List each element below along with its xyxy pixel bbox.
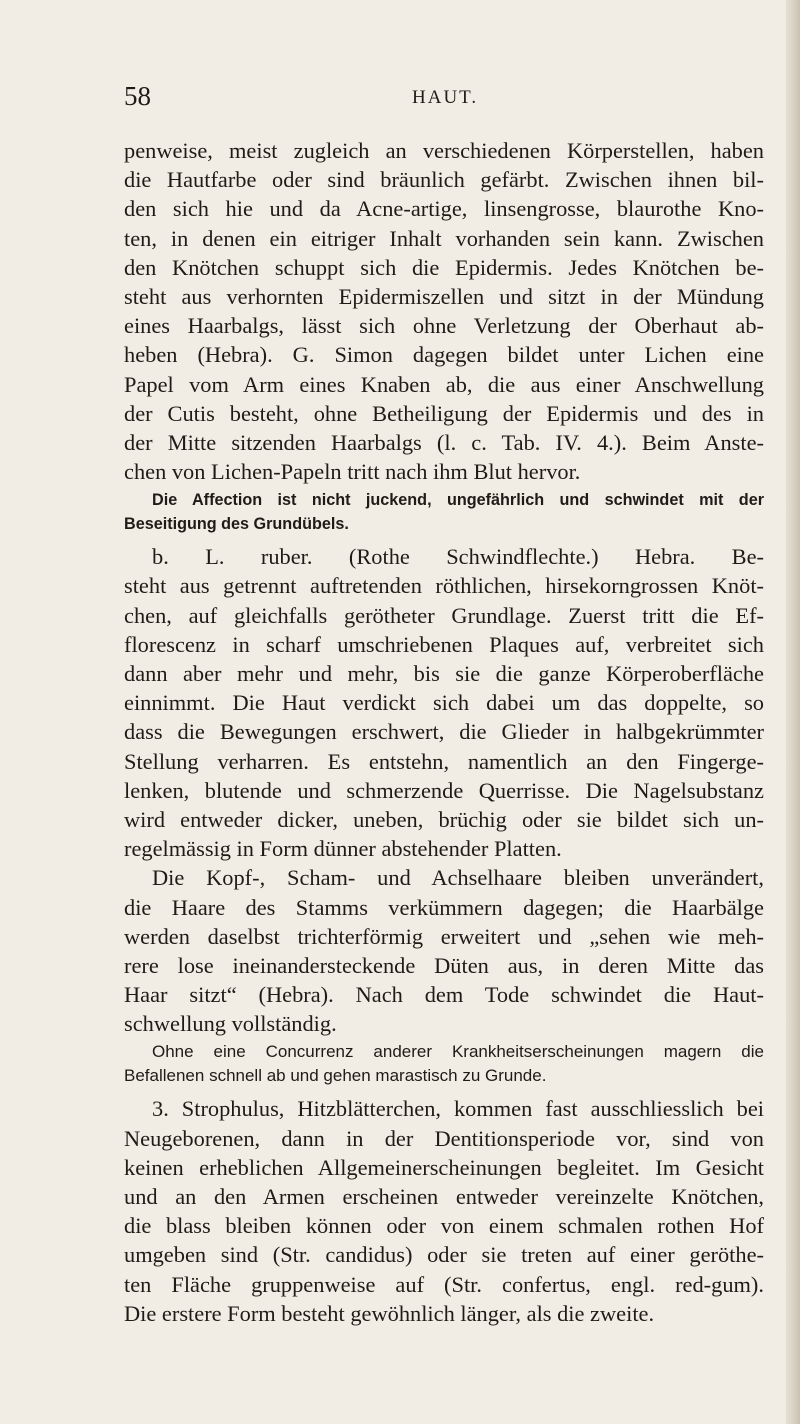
text-line: Papel vom Arm eines Knaben ab, die aus einer Anschwellung — [124, 371, 764, 397]
text-line: penweise, meist zugleich an verschiedenen Körperstellen, haben — [124, 138, 764, 163]
text-line: steht aus verhornten Epidermiszellen und sitzt in der Mündung — [124, 283, 764, 309]
text-line: einnimmt. Die Haut verdickt sich dabei um das doppelte, so — [124, 690, 764, 716]
text-line: Die Kopf-, Scham- und Achselhaare bleiben unverändert, — [152, 865, 764, 891]
paragraph-hair — [124, 863, 764, 1038]
text-line: dann aber mehr und mehr, bis sie die ganze Körperoberfläche — [124, 661, 764, 686]
text-line: den Knötchen schuppt sich die Epidermis. Jedes Knötchen be- — [124, 254, 764, 280]
text-line: der Cutis besteht, ohne Betheiligung der Epidermis und des in — [124, 400, 764, 426]
text-line: Stellung verharren. Es entstehn, namentlich an den Fingerge- — [124, 748, 764, 774]
text-line: und an den Armen erscheinen entweder vereinzelte Knötchen, — [124, 1184, 764, 1209]
text-line: regelmässig in Form dünner abstehender Platten. — [124, 836, 562, 862]
note-line: Befallenen schnell ab und gehen marastisch zu Grunde. — [124, 1066, 547, 1086]
page-edge-shadow — [786, 0, 800, 1424]
note-concurrenz — [124, 1040, 764, 1088]
text-line: steht aus getrennt auftretenden röthlichen, hirsekorngrossen Knöt- — [124, 573, 764, 599]
note-line: Beseitigung des Grundübels. — [124, 515, 349, 534]
text-line: dass die Bewegungen erschwert, die Glieder in halbgekrümmter — [124, 719, 764, 745]
text-line: eines Haarbalgs, lässt sich ohne Verletzung der Oberhaut ab- — [124, 313, 764, 339]
page-number: 58 — [124, 81, 151, 111]
text-line: florescenz in scharf umschriebenen Plaques auf, verbreitet sich — [124, 631, 764, 657]
text-line: schwellung vollständig. — [124, 1011, 337, 1037]
text-line: Haar sitzt“ (Hebra). Nach dem Tode schwindet die Haut- — [124, 982, 764, 1008]
text-line: die Hautfarbe oder sind bräunlich gefärbt. Zwischen ihnen bil- — [124, 167, 764, 193]
text-line: die Haare des Stamms verkümmern dagegen; die Haarbälge — [124, 894, 764, 920]
text-line: chen von Lichen-Papeln tritt nach ihm Blut hervor. — [124, 459, 581, 485]
paragraph-strophulus — [124, 1094, 764, 1328]
text-line: lenken, blutende und schmerzende Querrisse. Die Nagelsubstanz — [124, 777, 764, 803]
note-line: Ohne eine Concurrenz anderer Krankheitserscheinungen magern die — [152, 1042, 764, 1062]
text-line: b. L. ruber. (Rothe Schwindflechte.) Hebra. Be- — [152, 544, 764, 570]
text-line: die blass bleiben können oder von einem schmalen rothen Hof — [124, 1213, 764, 1239]
text-line: heben (Hebra). G. Simon dagegen bildet unter Lichen eine — [124, 342, 764, 368]
body-text — [124, 136, 764, 1328]
paragraph-lichen-description — [124, 136, 764, 486]
paragraph-lichen-ruber — [124, 542, 764, 863]
running-head: HAUT. — [412, 87, 479, 108]
note-affection — [124, 488, 764, 536]
text-line: wird entweder dicker, uneben, brüchig oder sie bildet sich un- — [124, 806, 764, 832]
text-line: 3. Strophulus, Hitzblätterchen, kommen fast ausschliesslich bei — [152, 1096, 764, 1122]
text-line: Die erstere Form besteht gewöhnlich länger, als die zweite. — [124, 1300, 655, 1326]
text-line: den sich hie und da Acne-artige, linsengrosse, blaurothe Kno- — [124, 196, 764, 222]
text-line: chen, auf gleichfalls gerötheter Grundlage. Zuerst tritt die Ef- — [124, 602, 764, 628]
text-line: der Mitte sitzenden Haarbalgs (l. c. Tab. IV. 4.). Beim Anste- — [124, 429, 764, 455]
note-line: Die Affection ist nicht juckend, ungefährlich und schwindet mit der — [152, 491, 764, 510]
text-line: keinen erheblichen Allgemeinerscheinungen begleitet. Im Gesicht — [124, 1154, 764, 1180]
text-line: ten Fläche gruppenweise auf (Str. confertus, engl. red-gum). — [124, 1271, 764, 1297]
text-line: umgeben sind (Str. candidus) oder sie treten auf einer geröthe- — [124, 1242, 764, 1268]
page-header — [124, 78, 724, 114]
text-line: werden daselbst trichterförmig erweitert und „sehen wie meh- — [124, 923, 764, 949]
text-line: rere lose ineinandersteckende Düten aus, in deren Mitte das — [124, 952, 764, 978]
text-line: Neugeborenen, dann in der Dentitionsperiode vor, sind von — [124, 1125, 764, 1151]
text-line: ten, in denen ein eitriger Inhalt vorhanden sein kann. Zwischen — [124, 225, 764, 251]
